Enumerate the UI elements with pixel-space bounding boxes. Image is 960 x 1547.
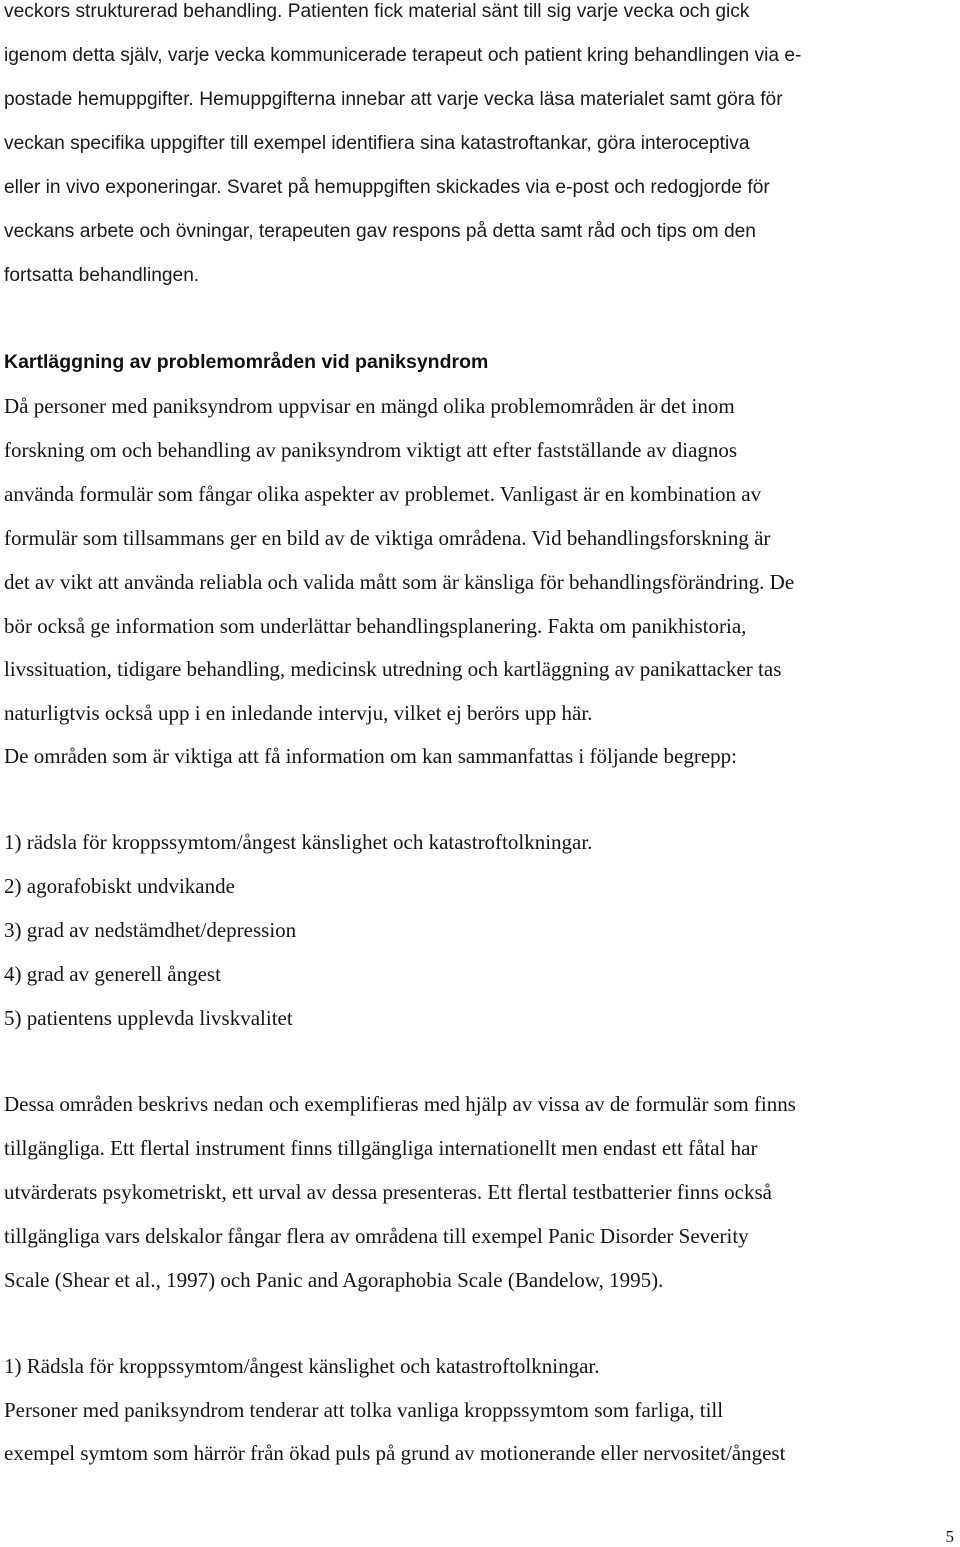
text-line: igenom detta själv, varje vecka kommunicerade terapeut och patient kring behandlingen via e- [4,45,802,66]
text-line: tillgängliga. Ett flertal instrument finns tillgängliga internationellt men endast ett fåtal har [4,1136,758,1160]
text-line: forskning om och behandling av paniksyndrom viktigt att efter fastställande av diagnos [4,438,738,462]
list-item: 5) patientens upplevda livskvalitet [4,1006,293,1030]
list-item: 1) rädsla för kroppssymtom/ångest känslighet och katastroftolkningar. [4,830,593,854]
text-line: det av vikt att använda reliabla och valida mått som är känsliga för behandlingsförändring. De [4,570,795,594]
list-item: 4) grad av generell ångest [4,962,221,986]
text-line: veckors strukturerad behandling. Patienten fick material sänt till sig varje vecka och gick [4,1,750,22]
list-item: 3) grad av nedstämdhet/depression [4,918,297,942]
page-number: 5 [945,1527,954,1546]
subsection-heading: 1) Rädsla för kroppssymtom/ångest känslighet och katastroftolkningar. [4,1354,600,1378]
text-line: använda formulär som fångar olika aspekter av problemet. Vanligast är en kombination av [4,482,762,506]
text-line: Dessa områden beskrivs nedan och exemplifieras med hjälp av vissa av de formulär som finns [4,1092,796,1116]
text-line: postade hemuppgifter. Hemuppgifterna innebar att varje vecka läsa materialet samt göra för [4,89,783,110]
text-line: veckans arbete och övningar, terapeuten gav respons på detta samt råd och tips om den [4,221,756,242]
text-line: formulär som tillsammans ger en bild av de viktiga områdena. Vid behandlingsforskning är [4,526,771,550]
text-line: naturligtvis också upp i en inledande intervju, vilket ej berörs upp här. [4,701,593,725]
text-line: Personer med paniksyndrom tenderar att tolka vanliga kroppssymtom som farliga, till [4,1398,724,1422]
text-line: livssituation, tidigare behandling, medicinsk utredning och kartläggning av panikattacker tas [4,657,782,681]
text-line: utvärderats psykometriskt, ett urval av dessa presenteras. Ett flertal testbatterier finns också [4,1180,772,1204]
section-heading: Kartläggning av problemområden vid paniksyndrom [4,351,489,373]
text-line: tillgängliga vars delskalor fångar flera av områdena till exempel Panic Disorder Severity [4,1224,749,1248]
text-line: veckan specifika uppgifter till exempel identifiera sina katastroftankar, göra interoceptiva [4,133,750,154]
text-line: eller in vivo exponeringar. Svaret på hemuppgiften skickades via e-post och redogjorde för [4,177,770,198]
text-line: Då personer med paniksyndrom uppvisar en mängd olika problemområden är det inom [4,394,735,418]
text-line: bör också ge information som underlättar behandlingsplanering. Fakta om panikhistoria, [4,614,747,638]
text-line: De områden som är viktiga att få information om kan sammanfattas i följande begrepp: [4,744,738,768]
list-item: 2) agorafobiskt undvikande [4,874,235,898]
text-line: Scale (Shear et al., 1997) och Panic and Agoraphobia Scale (Bandelow, 1995). [4,1268,664,1292]
text-line: fortsatta behandlingen. [4,265,200,286]
text-line: exempel symtom som härrör från ökad puls på grund av motionerande eller nervositet/ångest [4,1441,786,1465]
